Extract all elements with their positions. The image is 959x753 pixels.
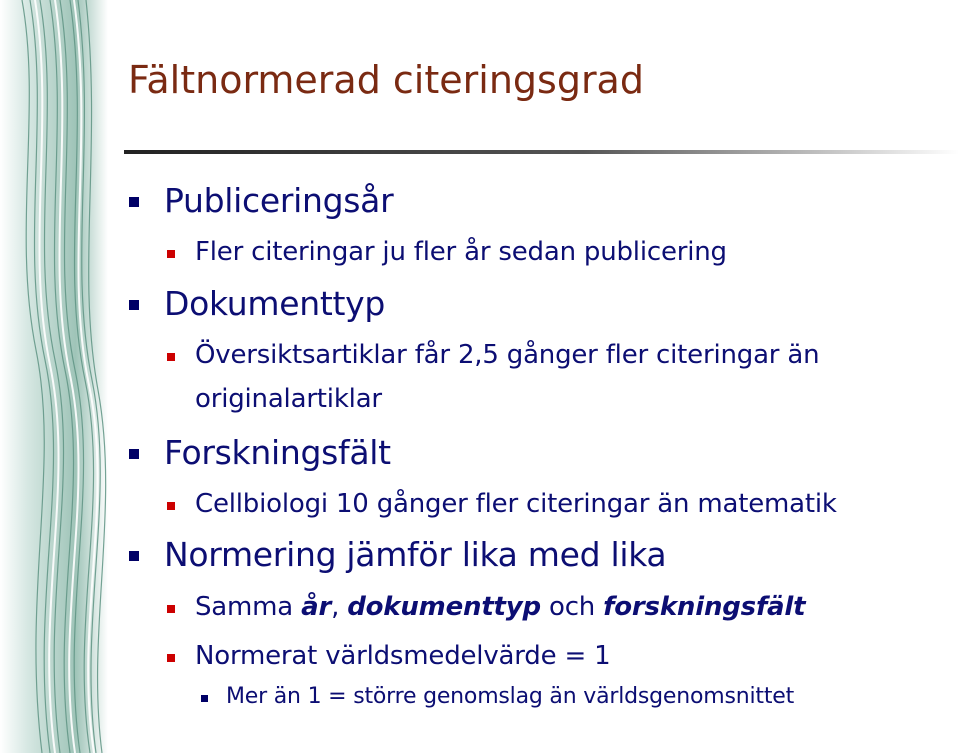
list-item: Dokumenttyp — [129, 284, 385, 323]
slide-title: Fältnormerad citeringsgrad — [128, 58, 644, 102]
list-item — [167, 585, 805, 629]
list-item: Fler citeringar ju fler år sedan publicering — [167, 230, 727, 274]
list-item: Cellbiologi 10 gånger fler citeringar än matematik — [167, 482, 837, 526]
decorative-wave-band — [0, 0, 108, 753]
square-bullet-icon — [201, 695, 208, 702]
square-bullet-icon — [129, 449, 139, 459]
square-bullet-icon — [167, 605, 175, 613]
title-underline — [124, 150, 959, 154]
mixed-format-line: Samma år, dokumenttyp och forskningsfält — [195, 592, 806, 622]
square-bullet-icon — [129, 300, 139, 310]
list-item: Normerat världsmedelvärde = 1 — [167, 634, 610, 678]
list-item: Publiceringsår — [129, 181, 393, 220]
square-bullet-icon — [167, 654, 175, 662]
list-item: Forskningsfält — [129, 433, 391, 472]
square-bullet-icon — [167, 250, 175, 258]
square-bullet-icon — [167, 353, 175, 361]
square-bullet-icon — [129, 551, 139, 561]
square-bullet-icon — [167, 502, 175, 510]
list-item: Översiktsartiklar får 2,5 gånger fler citeringar än originalartiklar — [167, 333, 910, 421]
list-item: Normering jämför lika med lika — [129, 535, 666, 574]
list-item: Mer än 1 = större genomslag än världsgenomsnittet — [201, 684, 794, 709]
square-bullet-icon — [129, 197, 139, 207]
